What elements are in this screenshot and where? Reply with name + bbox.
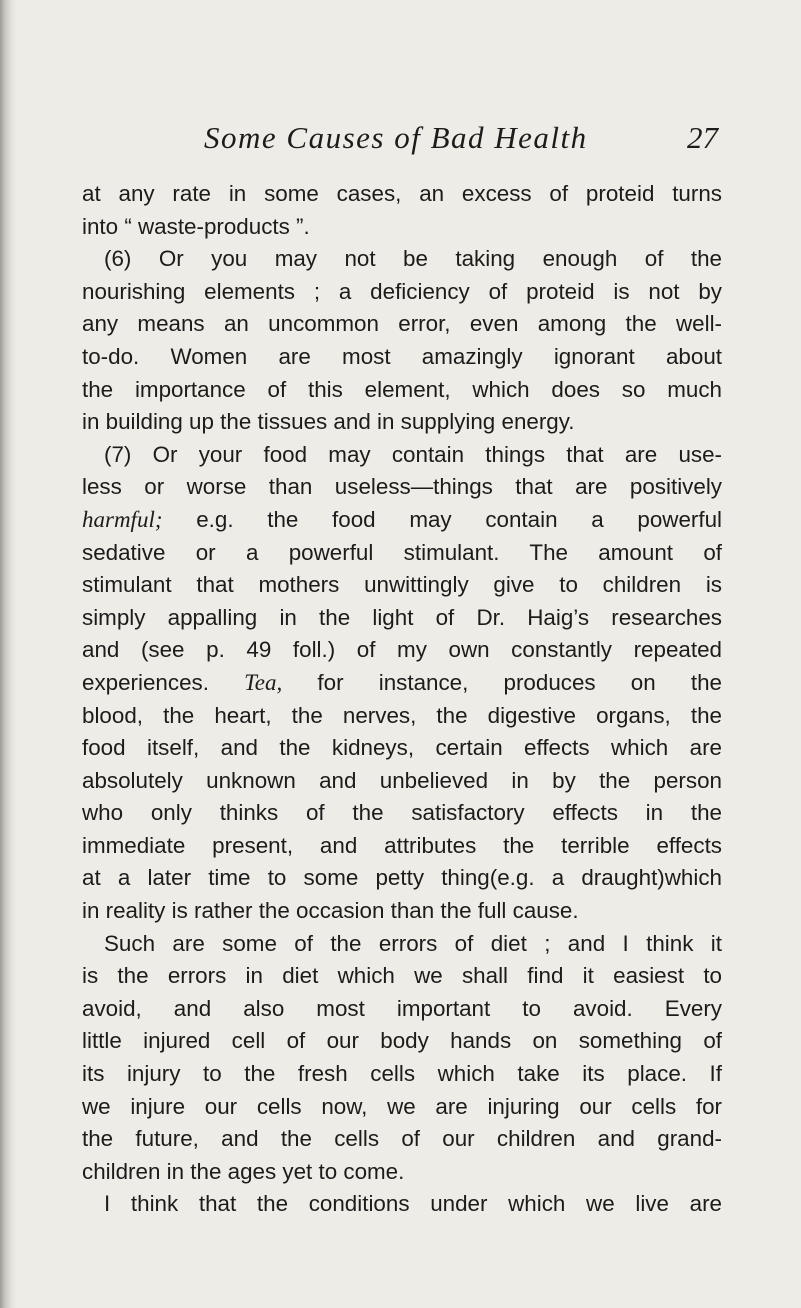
text-line: avoid, and also most important to avoid. Every [82,995,722,1021]
page-gutter-shadow [0,0,16,1308]
text-line: stimulant that mothers unwittingly give to children is [82,572,722,598]
text-line: at a later time to some petty thing(e.g. a draught)which [82,865,722,891]
text-line: its injury to the fresh cells which take its place. If [82,1061,722,1087]
text-line: children in the ages yet to come. [82,1158,405,1184]
text-line: is the errors in diet which we shall find it easiest to [82,963,722,989]
text-line: little injured cell of our body hands on something of [82,1028,722,1054]
text-line: who only thinks of the satisfactory effects in the [82,800,722,826]
text-line: to-do. Women are most amazingly ignorant about [82,343,722,369]
text-line: into “ waste-products ”. [82,213,310,239]
text-line: in building up the tissues and in supplying energy. [82,409,575,435]
text-line: food itself, and the kidneys, certain effects which are [82,735,722,761]
italic-emphasis: Tea, [244,669,283,695]
text-line: we injure our cells now, we are injuring our cells for [82,1093,722,1119]
text-line: simply appalling in the light of Dr. Haig’s researches [82,604,722,630]
page-number: 27 [687,120,718,155]
paragraph-start-line: I think that the conditions under which we live are [104,1191,722,1217]
running-head [82,118,722,168]
italic-emphasis: harmful; [82,506,163,532]
text-line: any means an uncommon error, even among the well- [82,311,722,337]
text-line: experiences. Tea, for instance, produces on the [82,669,722,695]
paragraph-start-line: (6) Or you may not be taking enough of the [104,246,722,272]
text-line: in reality is rather the occasion than the full cause. [82,898,579,924]
text-line: immediate present, and attributes the terrible effects [82,832,722,858]
text-line: absolutely unknown and unbelieved in by the person [82,767,722,793]
text-line: blood, the heart, the nerves, the digestive organs, the [82,702,722,728]
text-line: the importance of this element, which does so much [82,376,722,402]
text-line: the future, and the cells of our children and grand- [82,1126,722,1152]
text-line: harmful; e.g. the food may contain a powerful [82,506,722,532]
body-text [82,178,722,1221]
text-line: nourishing elements ; a deficiency of proteid is not by [82,278,722,304]
text-line: less or worse than useless—things that are positively [82,474,722,500]
paragraph-start-line: (7) Or your food may contain things that are use- [104,441,722,467]
text-line: and (see p. 49 foll.) of my own constantly repeated [82,637,722,663]
paragraph-start-line: Such are some of the errors of diet ; and I think it [104,930,722,956]
text-line: sedative or a powerful stimulant. The amount of [82,539,722,565]
book-page [82,118,722,1221]
text-line: at any rate in some cases, an excess of proteid turns [82,181,722,206]
running-head-title: Some Causes of Bad Health [204,120,588,155]
